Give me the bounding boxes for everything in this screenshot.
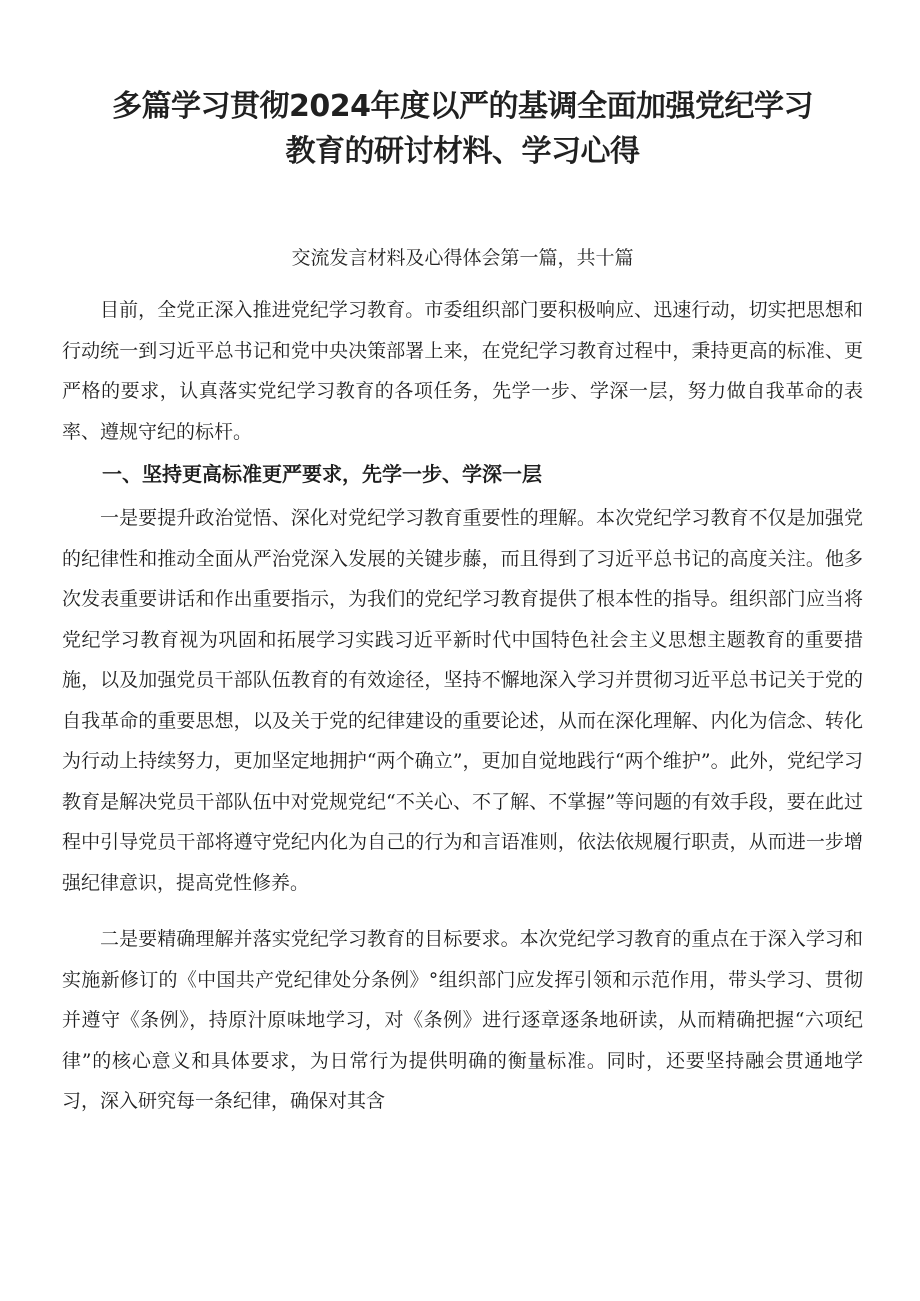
body-paragraph-1: 一是要提升政治觉悟、深化对党纪学习教育重要性的理解。本次党纪学习教育不仅是加强党的纪律性和推动全面从严治党深入发展的关键步藤，而且得到了习近平总书记的高度关注。他多次发表重要讲话和作出重要指示，为我们的党纪学习教育提供了根本性的指导。组织部门应当将党纪学习教育视为巩固和拓展学习实践习近平新时代中国特色社会主义思想主题教育的重要措施，以及加强党员干部队伍教育的有效途径，坚持不懈地深入学习并贯彻习近平总书记关于党的自我革命的重要思想，以及关于党的纪律建设的重要论述，从而在深化理解、内化为信念、转化为行动上持续努力，更加坚定地拥护“两个确立”，更加自觉地践行“两个维护”。此外，党纪学习教育是解决党员干部队伍中对党规党纪“不关心、不了解、不掌握”等问题的有效手段，要在此过程中引导党员干部将遵守党纪内化为自己的行为和言语准则，依法依规履行职责，从而进一步增强纪律意识，提高党性修养。 [62, 507, 863, 894]
document-title [62, 0, 863, 174]
document-subtitle: 交流发言材料及心得体会第一篇，共十篇 [291, 247, 634, 269]
section-1-heading: 一、坚持更高标准更严要求，先学一步、学深一层 [102, 462, 542, 486]
body-paragraph-2: 二是要精确理解并落实党纪学习教育的目标要求。本次党纪学习教育的重点在于深入学习和实施新修订的《中国共产党纪律处分条例》°组织部门应发挥引领和示范作用，带头学习、贯彻并遵守《条例》，持原汁原味地学习，对《条例》进行逐章逐条地研读，从而精确把握“六项纪律”的核心意义和具体要求，为日常行为提供明确的衡量标准。同时，还要坚持融会贯通地学习，深入研究每一条纪律，确保对其含 [62, 928, 863, 1112]
title-line-2: 教育的研讨材料、学习心得 [285, 134, 640, 169]
intro-paragraph: 目前，全党正深入推进党纪学习教育。市委组织部门要积极响应、迅速行动，切实把思想和行动统一到习近平总书记和党中央决策部署上来，在党纪学习教育过程中，秉持更高的标准、更严格的要求，认真落实党纪学习教育的各项任务，先学一步、学深一层，努力做自我革命的表率、遵规守纪的标杆。 [62, 299, 863, 443]
title-line-1: 多篇学习贯彻2024年度以严的基调全面加强党纪学习 [112, 89, 813, 124]
